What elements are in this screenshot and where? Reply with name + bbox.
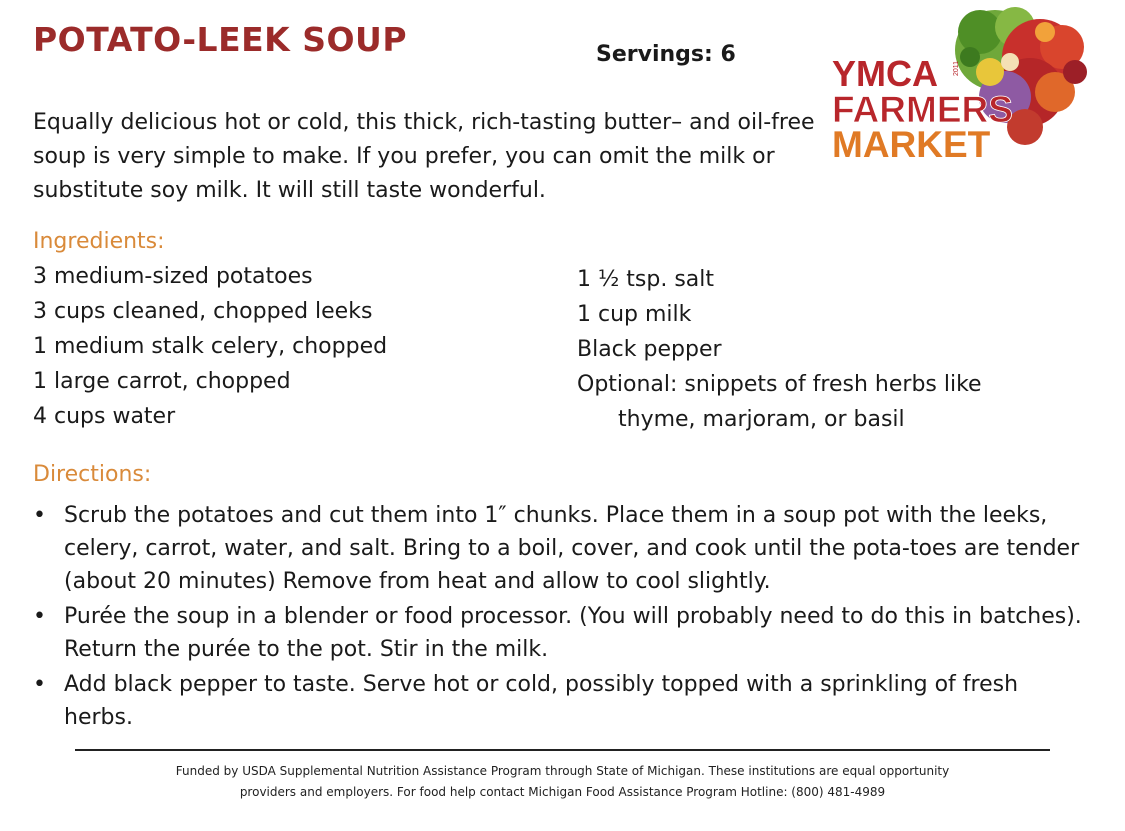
footer-line-2: providers and employers. For food help contact Michigan Food Assistance Program Hotline: (800) 481-4989	[239, 785, 886, 799]
directions-list	[33, 499, 1093, 736]
logo-ymca-text: YMCA	[832, 53, 938, 94]
bullet-icon: •	[33, 672, 46, 697]
logo-market-text: MARKET	[832, 124, 991, 165]
ingredient-item-continued: thyme, marjoram, or basil	[618, 407, 905, 432]
bullet-icon: •	[33, 503, 46, 528]
ingredient-item: 3 medium-sized potatoes	[33, 264, 313, 289]
produce-heart-icon	[830, 2, 1095, 172]
logo-farmers-text: FARMERS	[832, 89, 1013, 130]
ingredient-item: 3 cups cleaned, chopped leeks	[33, 299, 373, 324]
ingredients-list-right	[577, 262, 1097, 437]
page-title: POTATO-LEEK SOUP	[33, 20, 408, 59]
ingredient-item: 1 cup milk	[577, 302, 692, 327]
logo-year-text: 2011	[953, 60, 960, 76]
recipe-intro: Equally delicious hot or cold, this thick, rich-tasting butter– and oil-free soup is very simple to make. If you prefer, you can omit the milk or substitute soy milk. It will still taste wonderful.	[33, 110, 815, 203]
ingredient-item: Optional: snippets of fresh herbs like	[577, 372, 982, 397]
ingredient-item: 4 cups water	[33, 404, 176, 429]
bullet-icon: •	[33, 604, 46, 629]
direction-step	[33, 499, 1093, 598]
direction-step-text: Purée the soup in a blender or food processor. (You will probably need to do this in batches). Return the purée to the pot. Stir in the milk.	[64, 604, 1082, 662]
funding-footer	[60, 761, 1065, 803]
ingredient-item: Black pepper	[577, 337, 722, 362]
direction-step-text: Add black pepper to taste. Serve hot or cold, possibly topped with a sprinkling of fresh herbs.	[64, 672, 1019, 730]
ingredient-item: 1 ½ tsp. salt	[577, 267, 715, 292]
servings-label: Servings: 6	[596, 42, 736, 67]
direction-step	[33, 600, 1093, 666]
direction-step-text: Scrub the potatoes and cut them into 1″ chunks. Place them in a soup pot with the leeks, celery, carrot, water, and salt. Bring to a boil, cover, and cook until the pota-toes are tender (about 20 minutes) Remove from heat and allow to cool slightly.	[64, 503, 1080, 594]
ingredient-item: 1 large carrot, chopped	[33, 369, 291, 394]
directions-heading: Directions:	[33, 462, 152, 487]
ingredient-item: 1 medium stalk celery, chopped	[33, 334, 388, 359]
ingredients-heading: Ingredients:	[33, 229, 165, 254]
footer-line-1: Funded by USDA Supplemental Nutrition Assistance Program through State of Michigan. These institutions are equal opportunity	[175, 764, 950, 778]
ymca-farmers-market-logo	[830, 2, 1095, 172]
footer-divider	[75, 749, 1050, 751]
ingredients-list-left	[33, 259, 553, 434]
direction-step	[33, 668, 1093, 734]
